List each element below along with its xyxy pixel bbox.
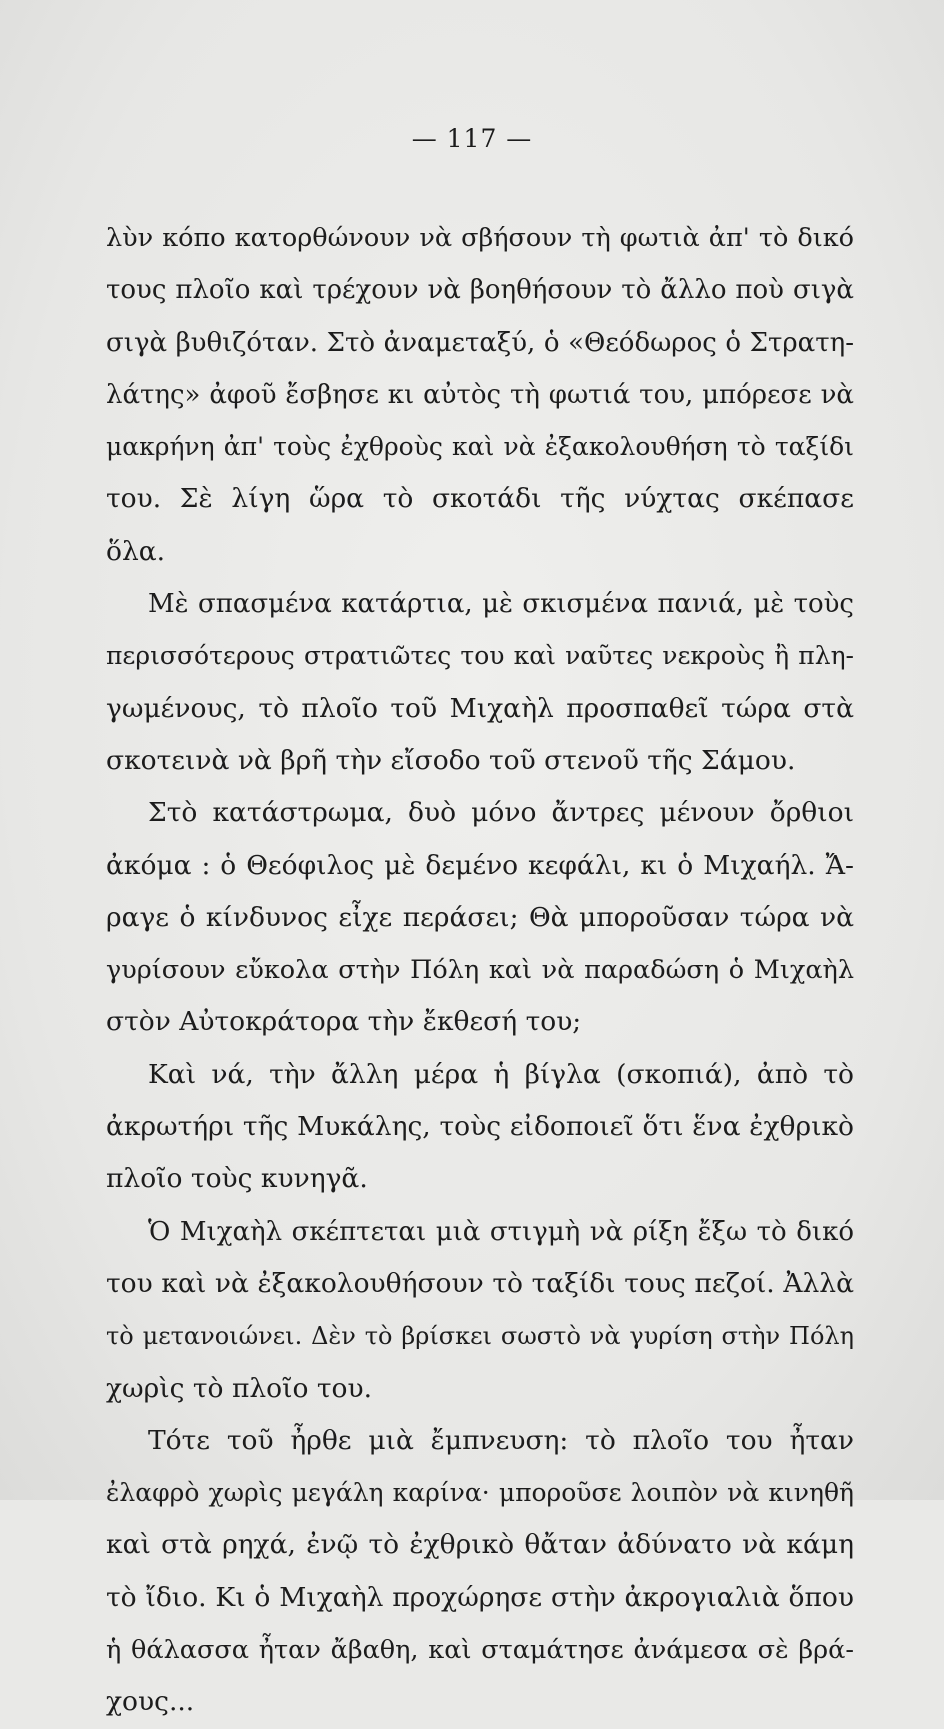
page-number: — 117 —: [411, 124, 533, 153]
paragraph: [106, 1206, 854, 1415]
text-line: πλοῖο τοὺς κυνηγᾶ.: [106, 1163, 368, 1195]
text-line: Μὲ σπασμένα κατάρτια, μὲ σκισμένα πανιά, μὲ τοὺς: [148, 589, 854, 620]
paragraph: [106, 787, 854, 1048]
text-line: του. Σὲ λίγη ὥρα τὸ σκοτάδι τῆς νύχτας σκέπασε: [106, 483, 854, 515]
text-line: καὶ στὰ ρηχά, ἐνῷ τὸ ἐχθρικὸ θἄταν ἀδύνατο νὰ κάμη: [106, 1529, 854, 1561]
body-text: [106, 212, 854, 1729]
paragraph: [106, 212, 854, 578]
text-line: ἀκρωτήρι τῆς Μυκάλης, τοὺς εἰδοποιεῖ ὅτι ἕνα ἐχθρικὸ: [106, 1111, 854, 1143]
text-line: στὸν Αὐτοκράτορα τὴν ἔκθεσή του;: [106, 1006, 582, 1038]
text-line: ὅλα.: [106, 535, 166, 567]
text-line: μακρήνη ἀπ' τοὺς ἐχθροὺς καὶ νὰ ἐξακολουθήση τὸ ταξίδι: [106, 432, 854, 462]
text-line: τους πλοῖο καὶ τρέχουν νὰ βοηθήσουν τὸ ἄλλο ποὺ σιγὰ: [106, 275, 854, 306]
text-line: γωμένους, τὸ πλοῖο τοῦ Μιχαὴλ προσπαθεῖ τώρα στὰ: [106, 692, 854, 724]
text-line: ραγε ὁ κίνδυνος εἶχε περάσει; Θὰ μποροῦσαν τώρα νὰ: [106, 901, 854, 933]
text-line: περισσότερους στρατιῶτες του καὶ ναῦτες νεκροὺς ἢ πλη-: [106, 641, 854, 671]
text-line: σκοτεινὰ νὰ βρῆ τὴν εἴσοδο τοῦ στενοῦ τῆς Σάμου.: [106, 744, 796, 776]
text-line: χους...: [106, 1686, 195, 1718]
text-line: γυρίσουν εὔκολα στὴν Πόλη καὶ νὰ παραδώση ὁ Μιχαὴλ: [106, 955, 854, 986]
text-line: ἡ θάλασσα ἦταν ἄβαθη, καὶ σταμάτησε ἀνάμεσα σὲ βρά-: [106, 1635, 854, 1666]
text-line: του καὶ νὰ ἐξακολουθήσουν τὸ ταξίδι τους πεζοί. Ἀλλὰ: [106, 1267, 854, 1299]
text-line: τὸ ἴδιο. Κι ὁ Μιχαὴλ προχώρησε στὴν ἀκρογιαλιὰ ὅπου: [106, 1581, 854, 1613]
text-line: σιγὰ βυθιζόταν. Στὸ ἀναμεταξύ, ὁ «Θεόδωρος ὁ Στρατη-: [106, 327, 854, 358]
text-line: ἀκόμα : ὁ Θεόφιλος μὲ δεμένο κεφάλι, κι ὁ Μιχαήλ. Ἄ-: [106, 849, 854, 881]
text-line: λὺν κόπο κατορθώνουν νὰ σβήσουν τὴ φωτιὰ ἀπ' τὸ δικό: [106, 223, 854, 253]
text-line: λάτης» ἀφοῦ ἔσβησε κι αὐτὸς τὴ φωτιά του, μπόρεσε νὰ: [106, 379, 854, 410]
paragraph: [106, 1049, 854, 1206]
text-line: Ὁ Μιχαὴλ σκέπτεται μιὰ στιγμὴ νὰ ρίξη ἔξω τὸ δικό: [148, 1216, 854, 1247]
text-line: Καὶ νά, τὴν ἄλλη μέρα ἡ βίγλα (σκοπιά), ἀπὸ τὸ: [148, 1058, 854, 1090]
text-line: ἐλαφρὸ χωρὶς μεγάλη καρίνα· μποροῦσε λοιπὸν νὰ κινηθῆ: [106, 1478, 854, 1508]
paragraph: [106, 1415, 854, 1729]
text-line: Τότε τοῦ ἦρθε μιὰ ἔμπνευση: τὸ πλοῖο του ἦταν: [148, 1424, 854, 1456]
text-line: Στὸ κατάστρωμα, δυὸ μόνο ἄντρες μένουν ὄρθιοι: [148, 797, 854, 829]
text-line: χωρὶς τὸ πλοῖο του.: [106, 1372, 373, 1404]
paragraph: [106, 578, 854, 787]
text-line: τὸ μετανοιώνει. Δὲν τὸ βρίσκει σωστὸ νὰ γυρίση στὴν Πόλη: [106, 1322, 854, 1351]
